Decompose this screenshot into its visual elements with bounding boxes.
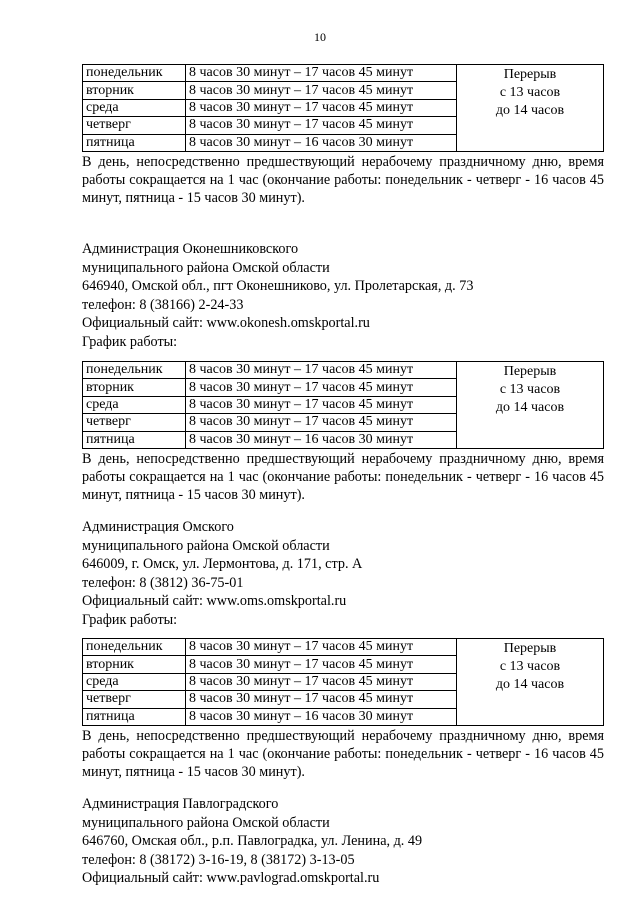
- shortened-day-note: В день, непосредственно предшествующий нерабочему праздничному дню, время работы сокращается на 1 час (окончание работы: понедельник - четверг - 16 часов 45 минут, пятница - 15 часов 30 минут).: [82, 450, 604, 503]
- schedule-block-2: [82, 361, 604, 504]
- day-cell: понедельник: [83, 362, 186, 379]
- time-cell: 8 часов 30 минут – 17 часов 45 минут: [186, 656, 457, 673]
- org-address: 646940, Омской обл., пгт Оконешниково, ул. Пролетарская, д. 73: [82, 278, 474, 295]
- org-okoneshnikovo: [82, 240, 604, 352]
- break-note-text: Перерыв с 13 часов до 14 часов: [495, 67, 565, 118]
- break-note: [457, 362, 604, 449]
- time-cell: 8 часов 30 минут – 17 часов 45 минут: [186, 396, 457, 413]
- day-cell: понедельник: [83, 639, 186, 656]
- day-cell: пятница: [83, 431, 186, 448]
- org-phone: телефон: 8 (38172) 3-16-19, 8 (38172) 3-13-05: [82, 851, 355, 868]
- day-cell: вторник: [83, 379, 186, 396]
- schedule-label: График работы:: [82, 611, 178, 628]
- time-cell: 8 часов 30 минут – 16 часов 30 минут: [186, 708, 457, 725]
- org-phone: телефон: 8 (38166) 2-24-33: [82, 296, 244, 313]
- schedule-block-3: [82, 638, 604, 781]
- time-cell: 8 часов 30 минут – 17 часов 45 минут: [186, 691, 457, 708]
- schedule-label: График работы:: [82, 333, 178, 350]
- time-cell: 8 часов 30 минут – 17 часов 45 минут: [186, 99, 457, 116]
- schedule-table: [82, 361, 604, 449]
- table-row: [83, 65, 604, 82]
- break-note-text: Перерыв с 13 часов до 14 часов: [495, 641, 565, 692]
- day-cell: четверг: [83, 691, 186, 708]
- day-cell: понедельник: [83, 65, 186, 82]
- schedule-block-1: [82, 64, 604, 207]
- schedule-table: [82, 64, 604, 152]
- time-cell: 8 часов 30 минут – 17 часов 45 минут: [186, 639, 457, 656]
- break-note-text: Перерыв с 13 часов до 14 часов: [495, 364, 565, 415]
- time-cell: 8 часов 30 минут – 17 часов 45 минут: [186, 673, 457, 690]
- time-cell: 8 часов 30 минут – 17 часов 45 минут: [186, 362, 457, 379]
- org-name: Администрация Павлоградского: [82, 796, 279, 812]
- org-name-line2: муниципального района Омской области: [82, 259, 330, 276]
- break-note: [457, 639, 604, 726]
- day-cell: пятница: [83, 134, 186, 151]
- day-cell: вторник: [83, 656, 186, 673]
- day-cell: четверг: [83, 117, 186, 134]
- day-cell: среда: [83, 396, 186, 413]
- day-cell: пятница: [83, 708, 186, 725]
- table-row: [83, 362, 604, 379]
- break-note: [457, 65, 604, 152]
- table-row: [83, 639, 604, 656]
- day-cell: среда: [83, 673, 186, 690]
- org-phone: телефон: 8 (3812) 36-75-01: [82, 574, 244, 591]
- shortened-day-note: В день, непосредственно предшествующий нерабочему праздничному дню, время работы сокращается на 1 час (окончание работы: понедельник - четверг - 16 часов 45 минут, пятница - 15 часов 30 минут).: [82, 727, 604, 780]
- org-address: 646009, г. Омск, ул. Лермонтова, д. 171, стр. А: [82, 556, 363, 573]
- page-number: 10: [314, 30, 326, 44]
- day-cell: среда: [83, 99, 186, 116]
- org-name-line2: муниципального района Омской области: [82, 537, 330, 554]
- org-name-line2: муниципального района Омской области: [82, 814, 330, 831]
- time-cell: 8 часов 30 минут – 17 часов 45 минут: [186, 414, 457, 431]
- time-cell: 8 часов 30 минут – 17 часов 45 минут: [186, 379, 457, 396]
- time-cell: 8 часов 30 минут – 17 часов 45 минут: [186, 82, 457, 99]
- org-omsk: [82, 518, 604, 630]
- day-cell: вторник: [83, 82, 186, 99]
- org-site: Официальный сайт: www.oms.omskportal.ru: [82, 593, 347, 610]
- shortened-day-note: В день, непосредственно предшествующий нерабочему праздничному дню, время работы сокращается на 1 час (окончание работы: понедельник - четверг - 16 часов 45 минут, пятница - 15 часов 30 минут).: [82, 153, 604, 206]
- org-name: Администрация Омского: [82, 519, 234, 535]
- org-site: Официальный сайт: www.okonesh.omskportal.ru: [82, 315, 370, 332]
- time-cell: 8 часов 30 минут – 16 часов 30 минут: [186, 431, 457, 448]
- org-address: 646760, Омская обл., р.п. Павлоградка, ул. Ленина, д. 49: [82, 833, 423, 850]
- org-site: Официальный сайт: www.pavlograd.omskportal.ru: [82, 870, 380, 887]
- schedule-table: [82, 638, 604, 726]
- org-name: Администрация Оконешниковского: [82, 241, 299, 257]
- org-pavlograd: [82, 795, 604, 888]
- time-cell: 8 часов 30 минут – 16 часов 30 минут: [186, 134, 457, 151]
- time-cell: 8 часов 30 минут – 17 часов 45 минут: [186, 65, 457, 82]
- day-cell: четверг: [83, 414, 186, 431]
- time-cell: 8 часов 30 минут – 17 часов 45 минут: [186, 117, 457, 134]
